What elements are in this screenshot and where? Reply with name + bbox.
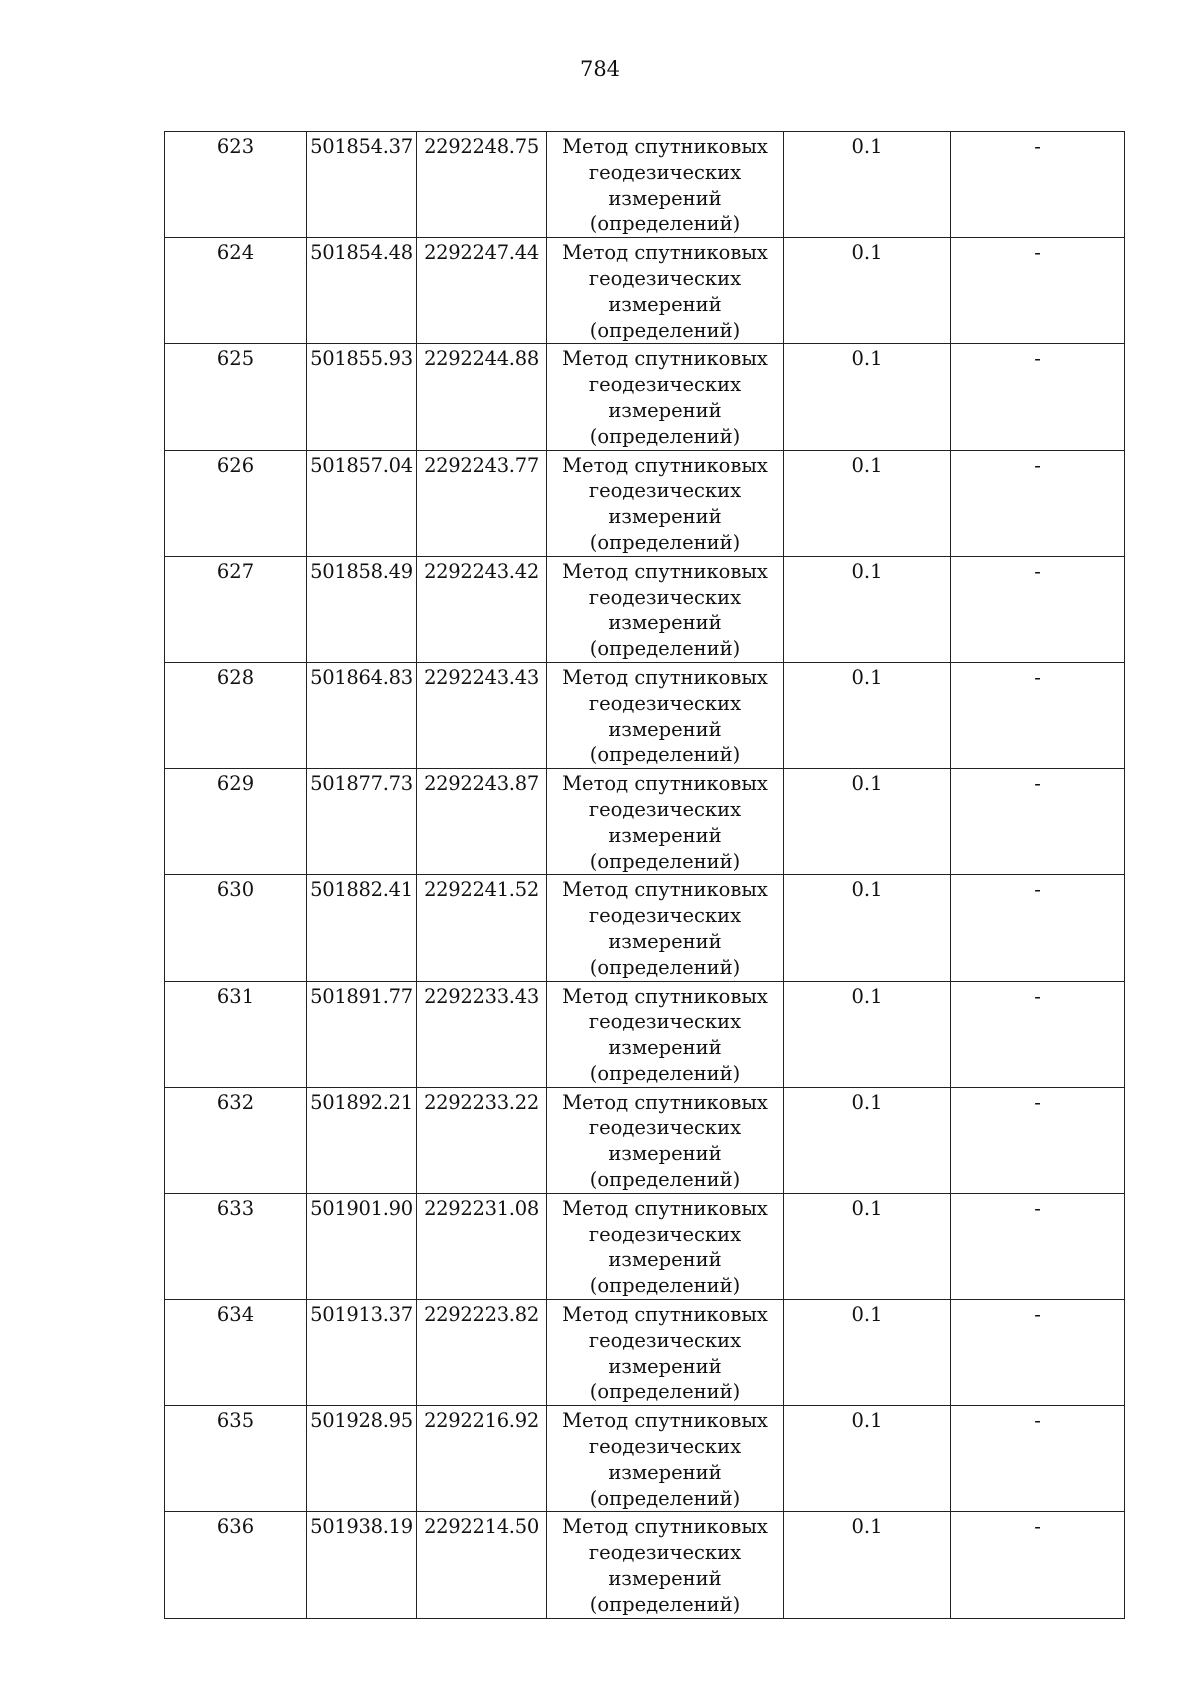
method-cell xyxy=(547,1512,784,1618)
method-text-line: (определений) xyxy=(589,849,741,873)
accuracy-cell: 0.1 xyxy=(784,769,951,875)
method-text-line: Метод спутниковых xyxy=(562,1515,768,1539)
x-coordinate-cell: 501855.93 xyxy=(307,344,417,450)
y-coordinate-cell: 2292243.43 xyxy=(417,662,547,768)
method-cell xyxy=(547,1300,784,1406)
accuracy-cell: 0.1 xyxy=(784,1406,951,1512)
method-text-line: измерений xyxy=(608,505,722,529)
method-text-line: измерений xyxy=(608,1142,722,1166)
method-cell xyxy=(547,132,784,238)
note-cell: - xyxy=(951,1193,1125,1299)
method-cell xyxy=(547,981,784,1087)
note-cell: - xyxy=(951,1300,1125,1406)
method-text-line: Метод спутниковых xyxy=(562,453,768,477)
method-cell xyxy=(547,875,784,981)
accuracy-cell: 0.1 xyxy=(784,450,951,556)
note-cell: - xyxy=(951,344,1125,450)
point-number-cell: 634 xyxy=(165,1300,307,1406)
point-number-cell: 629 xyxy=(165,769,307,875)
y-coordinate-cell: 2292216.92 xyxy=(417,1406,547,1512)
method-text-line: геодезических xyxy=(588,1328,742,1352)
x-coordinate-cell: 501854.37 xyxy=(307,132,417,238)
method-text-line: измерений xyxy=(608,292,722,316)
accuracy-cell: 0.1 xyxy=(784,1193,951,1299)
table-row xyxy=(165,238,1125,344)
method-text-line: Метод спутниковых xyxy=(562,878,768,902)
method-text-line: геодезических xyxy=(588,479,742,503)
method-text-line: геодезических xyxy=(588,373,742,397)
note-cell: - xyxy=(951,450,1125,556)
table-row xyxy=(165,450,1125,556)
method-text-line: измерений xyxy=(608,186,722,210)
method-cell xyxy=(547,662,784,768)
method-text-line: измерений xyxy=(608,1354,722,1378)
method-cell xyxy=(547,1087,784,1193)
method-cell xyxy=(547,344,784,450)
point-number-cell: 633 xyxy=(165,1193,307,1299)
y-coordinate-cell: 2292243.87 xyxy=(417,769,547,875)
accuracy-cell: 0.1 xyxy=(784,238,951,344)
note-cell: - xyxy=(951,238,1125,344)
method-text-line: (определений) xyxy=(589,212,741,236)
accuracy-cell: 0.1 xyxy=(784,662,951,768)
note-cell: - xyxy=(951,662,1125,768)
point-number-cell: 626 xyxy=(165,450,307,556)
method-text-line: измерений xyxy=(608,1567,722,1591)
method-text-line: измерений xyxy=(608,1460,722,1484)
method-text-line: (определений) xyxy=(589,1274,741,1298)
point-number-cell: 636 xyxy=(165,1512,307,1618)
point-number-cell: 631 xyxy=(165,981,307,1087)
method-text-line: геодезических xyxy=(588,266,742,290)
table-row xyxy=(165,662,1125,768)
method-text-line: (определений) xyxy=(589,530,741,554)
y-coordinate-cell: 2292231.08 xyxy=(417,1193,547,1299)
y-coordinate-cell: 2292223.82 xyxy=(417,1300,547,1406)
method-text-line: (определений) xyxy=(589,1061,741,1085)
method-text-line: Метод спутниковых xyxy=(562,984,768,1008)
accuracy-cell: 0.1 xyxy=(784,556,951,662)
x-coordinate-cell: 501928.95 xyxy=(307,1406,417,1512)
x-coordinate-cell: 501882.41 xyxy=(307,875,417,981)
x-coordinate-cell: 501892.21 xyxy=(307,1087,417,1193)
table-row xyxy=(165,1406,1125,1512)
method-cell xyxy=(547,556,784,662)
method-text-line: (определений) xyxy=(589,1168,741,1192)
x-coordinate-cell: 501891.77 xyxy=(307,981,417,1087)
accuracy-cell: 0.1 xyxy=(784,875,951,981)
method-text-line: Метод спутниковых xyxy=(562,1303,768,1327)
table-row xyxy=(165,132,1125,238)
method-text-line: измерений xyxy=(608,611,722,635)
x-coordinate-cell: 501938.19 xyxy=(307,1512,417,1618)
method-text-line: Метод спутниковых xyxy=(562,772,768,796)
point-number-cell: 623 xyxy=(165,132,307,238)
point-number-cell: 630 xyxy=(165,875,307,981)
table-row xyxy=(165,981,1125,1087)
method-text-line: геодезических xyxy=(588,1222,742,1246)
method-text-line: измерений xyxy=(608,823,722,847)
point-number-cell: 627 xyxy=(165,556,307,662)
x-coordinate-cell: 501901.90 xyxy=(307,1193,417,1299)
x-coordinate-cell: 501913.37 xyxy=(307,1300,417,1406)
method-text-line: (определений) xyxy=(589,743,741,767)
method-text-line: (определений) xyxy=(589,1380,741,1404)
x-coordinate-cell: 501857.04 xyxy=(307,450,417,556)
method-text-line: измерений xyxy=(608,398,722,422)
method-text-line: измерений xyxy=(608,929,722,953)
table-row xyxy=(165,344,1125,450)
method-text-line: Метод спутниковых xyxy=(562,241,768,265)
method-text-line: Метод спутниковых xyxy=(562,1409,768,1433)
method-text-line: геодезических xyxy=(588,1116,742,1140)
table-row xyxy=(165,1087,1125,1193)
y-coordinate-cell: 2292214.50 xyxy=(417,1512,547,1618)
note-cell: - xyxy=(951,1406,1125,1512)
table-row xyxy=(165,1193,1125,1299)
method-text-line: Метод спутниковых xyxy=(562,347,768,371)
y-coordinate-cell: 2292244.88 xyxy=(417,344,547,450)
table-row xyxy=(165,1300,1125,1406)
point-number-cell: 624 xyxy=(165,238,307,344)
point-number-cell: 635 xyxy=(165,1406,307,1512)
coordinates-table-body xyxy=(165,132,1125,1619)
table-row xyxy=(165,769,1125,875)
method-text-line: Метод спутниковых xyxy=(562,559,768,583)
x-coordinate-cell: 501854.48 xyxy=(307,238,417,344)
accuracy-cell: 0.1 xyxy=(784,981,951,1087)
method-text-line: измерений xyxy=(608,1248,722,1272)
method-text-line: Метод спутниковых xyxy=(562,1090,768,1114)
method-text-line: геодезических xyxy=(588,691,742,715)
y-coordinate-cell: 2292233.22 xyxy=(417,1087,547,1193)
table-row xyxy=(165,1512,1125,1618)
y-coordinate-cell: 2292248.75 xyxy=(417,132,547,238)
note-cell: - xyxy=(951,1087,1125,1193)
method-text-line: Метод спутниковых xyxy=(562,665,768,689)
method-cell xyxy=(547,450,784,556)
x-coordinate-cell: 501858.49 xyxy=(307,556,417,662)
method-text-line: (определений) xyxy=(589,637,741,661)
accuracy-cell: 0.1 xyxy=(784,132,951,238)
x-coordinate-cell: 501864.83 xyxy=(307,662,417,768)
y-coordinate-cell: 2292243.77 xyxy=(417,450,547,556)
note-cell: - xyxy=(951,875,1125,981)
note-cell: - xyxy=(951,132,1125,238)
note-cell: - xyxy=(951,981,1125,1087)
method-text-line: Метод спутниковых xyxy=(562,1196,768,1220)
point-number-cell: 625 xyxy=(165,344,307,450)
method-text-line: геодезических xyxy=(588,797,742,821)
method-text-line: (определений) xyxy=(589,955,741,979)
y-coordinate-cell: 2292233.43 xyxy=(417,981,547,1087)
method-text-line: (определений) xyxy=(589,424,741,448)
method-cell xyxy=(547,1193,784,1299)
y-coordinate-cell: 2292241.52 xyxy=(417,875,547,981)
method-text-line: измерений xyxy=(608,717,722,741)
point-number-cell: 632 xyxy=(165,1087,307,1193)
method-text-line: (определений) xyxy=(589,1592,741,1616)
method-text-line: геодезических xyxy=(588,585,742,609)
method-text-line: геодезических xyxy=(588,160,742,184)
method-text-line: измерений xyxy=(608,1036,722,1060)
note-cell: - xyxy=(951,1512,1125,1618)
method-text-line: геодезических xyxy=(588,1435,742,1459)
method-cell xyxy=(547,769,784,875)
x-coordinate-cell: 501877.73 xyxy=(307,769,417,875)
note-cell: - xyxy=(951,769,1125,875)
table-row xyxy=(165,556,1125,662)
accuracy-cell: 0.1 xyxy=(784,344,951,450)
method-cell xyxy=(547,238,784,344)
point-number-cell: 628 xyxy=(165,662,307,768)
accuracy-cell: 0.1 xyxy=(784,1300,951,1406)
method-text-line: (определений) xyxy=(589,318,741,342)
note-cell: - xyxy=(951,556,1125,662)
method-text-line: геодезических xyxy=(588,1010,742,1034)
y-coordinate-cell: 2292247.44 xyxy=(417,238,547,344)
table-row xyxy=(165,875,1125,981)
accuracy-cell: 0.1 xyxy=(784,1512,951,1618)
page-number: 784 xyxy=(579,57,621,81)
accuracy-cell: 0.1 xyxy=(784,1087,951,1193)
coordinates-table xyxy=(164,131,1125,1619)
method-text-line: (определений) xyxy=(589,1486,741,1510)
y-coordinate-cell: 2292243.42 xyxy=(417,556,547,662)
method-text-line: Метод спутниковых xyxy=(562,135,768,158)
method-cell xyxy=(547,1406,784,1512)
method-text-line: геодезических xyxy=(588,1541,742,1565)
method-text-line: геодезических xyxy=(588,904,742,928)
